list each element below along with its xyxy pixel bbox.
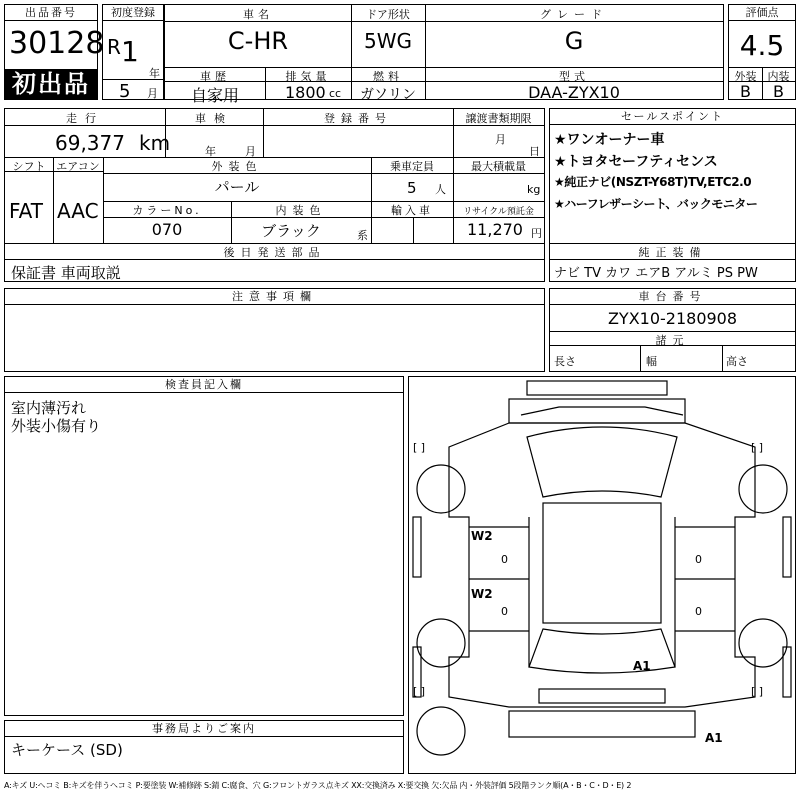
displacement-header: 排気量	[285, 70, 331, 83]
office-note: キーケース (SD)	[11, 741, 123, 759]
zero-left-1: 0	[501, 553, 508, 566]
chassis-header: 車台番号	[550, 289, 795, 305]
car-diagram	[408, 376, 796, 774]
max-load-header: 最大積載量	[471, 160, 526, 173]
first-reg-year: 1	[121, 35, 139, 68]
inspector-box	[4, 376, 404, 716]
interior-header: 内装	[767, 70, 790, 83]
sales-point-2: ★トヨタセーフティセンス	[554, 154, 718, 170]
lot-number-header: 出品番号	[5, 5, 97, 21]
sales-point-1: ★ワンオーナー車	[554, 132, 665, 148]
displacement-unit: cc	[329, 87, 342, 100]
later-parts-header: 後日発送部品	[223, 246, 326, 259]
ext-color-header: 外装色	[211, 160, 263, 173]
score: 4.5	[739, 29, 785, 62]
genuine-equip-header: 純正装備	[638, 246, 707, 259]
deadline-month-unit: 月	[495, 133, 506, 146]
month-unit: 月	[147, 87, 158, 100]
inspector-header: 検査員記入欄	[5, 377, 403, 393]
zero-right-2: 0	[695, 605, 702, 618]
capacity-unit: 人	[435, 183, 446, 196]
office-box	[4, 720, 404, 774]
int-color-suffix: 系	[357, 229, 368, 242]
color-no: 070	[151, 220, 183, 239]
legend: A:キズ U:ヘコミ B:キズを伴うヘコミ P:要塗装 W:補修跡 S:錆 C:腐食、穴 G:フロントガラス点キズ XX:交換済み X:要交換 欠:欠品 内・外装評価 5段階ランク順(A・B・C・D・E) 2	[4, 781, 632, 790]
transfer-deadline-header: 譲渡書類期限	[465, 112, 532, 125]
model: DAA-ZYX10	[528, 83, 620, 102]
grade-header: グレード	[540, 8, 608, 21]
width-label: 幅	[646, 355, 657, 368]
int-color: ブラック	[261, 222, 321, 240]
damage-mark-a1-bumper: A1	[705, 731, 723, 745]
capacity-header: 乗車定員	[390, 160, 434, 173]
damage-mark-w2-front-door: W2	[471, 529, 493, 543]
car-name: C-HR	[227, 27, 289, 55]
inspection-header: 車検	[195, 112, 233, 125]
fuel-header: 燃料	[373, 70, 403, 83]
mileage: 69,377	[55, 131, 125, 155]
ext-color: パール	[214, 178, 260, 196]
shift: FAT	[9, 199, 44, 223]
door-type: 5WG	[364, 29, 412, 53]
exterior-grade: B	[740, 82, 751, 101]
chassis-number: ZYX10-2180908	[607, 309, 738, 328]
score-header: 評価点	[729, 5, 795, 21]
lot-number: 30128	[9, 26, 105, 61]
max-load-unit: kg	[527, 183, 541, 196]
color-no-header: カラーNo.	[132, 204, 202, 217]
history: 自家用	[190, 86, 239, 105]
first-reg-month: 5	[119, 81, 131, 102]
fuel: ガソリン	[360, 87, 416, 103]
sales-point-3: ★純正ナビ(NSZT-Y68T)TV,ETC2.0	[554, 175, 752, 189]
chassis-box	[549, 288, 796, 372]
office-header: 事務局よりご案内	[5, 721, 403, 737]
history-header: 車歴	[200, 70, 230, 83]
inspector-note-1: 室内薄汚れ	[11, 399, 87, 417]
capacity: 5	[407, 179, 417, 197]
first-listing-badge	[5, 69, 97, 99]
specs-header: 諸元	[655, 334, 690, 347]
score-box	[728, 4, 796, 100]
deadline-day-unit: 日	[529, 145, 540, 158]
displacement: 1800	[285, 83, 326, 102]
bracket-right: [ ]	[751, 441, 764, 454]
notes-box	[4, 288, 545, 372]
mileage-unit: km	[139, 131, 171, 155]
inspection-year-unit: 年	[205, 145, 216, 158]
length-label: 長さ	[554, 355, 576, 368]
int-color-header: 内装色	[275, 204, 327, 217]
inspection-month-unit: 月	[245, 145, 256, 158]
exterior-header: 外装	[734, 70, 757, 83]
height-label: 高さ	[726, 355, 748, 368]
ac: AAC	[57, 199, 99, 223]
first-registration-box	[102, 4, 164, 100]
year-unit: 年	[149, 67, 160, 80]
sales-points-box	[549, 108, 796, 282]
details-box	[4, 108, 545, 282]
grade: G	[564, 27, 584, 55]
vehicle-info-box	[164, 4, 724, 105]
first-registration-header: 初度登録	[103, 5, 163, 21]
inspector-note-2: 外装小傷有り	[11, 417, 102, 435]
damage-mark-a1-rear: A1	[633, 659, 651, 673]
later-parts: 保証書 車両取説	[11, 264, 121, 282]
sales-points-header: セールスポイント	[550, 109, 795, 125]
car-outline	[409, 377, 795, 773]
damage-mark-w2-rear-door: W2	[471, 587, 493, 601]
reg-no-header: 登録番号	[324, 112, 392, 125]
shift-header: シフト	[12, 160, 46, 173]
bracket-left-rear: [ ]	[413, 685, 426, 698]
door-header: ドア形状	[366, 8, 410, 21]
genuine-equip: ナビ TV カワ エアB アルミ PS PW	[554, 266, 758, 281]
lot-number-box	[4, 4, 105, 100]
first-listing-label: 初出品	[12, 70, 90, 98]
zero-left-2: 0	[501, 605, 508, 618]
bracket-left: [ ]	[413, 441, 426, 454]
ac-header: エアコン	[56, 160, 100, 173]
import-header: 輸入車	[391, 204, 433, 217]
notes-header: 注意事項欄	[5, 289, 544, 305]
model-header: 型式	[559, 70, 589, 83]
mileage-header: 走行	[66, 112, 104, 125]
zero-right-1: 0	[695, 553, 702, 566]
recycle-fee: 11,270	[467, 220, 523, 239]
sales-point-4: ★ハーフレザーシート、バックモニター	[554, 197, 758, 211]
interior-grade: B	[773, 82, 784, 101]
recycle-header: リサイクル預託金	[463, 207, 534, 217]
era: R	[107, 35, 121, 59]
bracket-right-rear: [ ]	[751, 685, 764, 698]
car-name-header: 車名	[243, 8, 273, 21]
recycle-unit: 円	[531, 227, 542, 240]
